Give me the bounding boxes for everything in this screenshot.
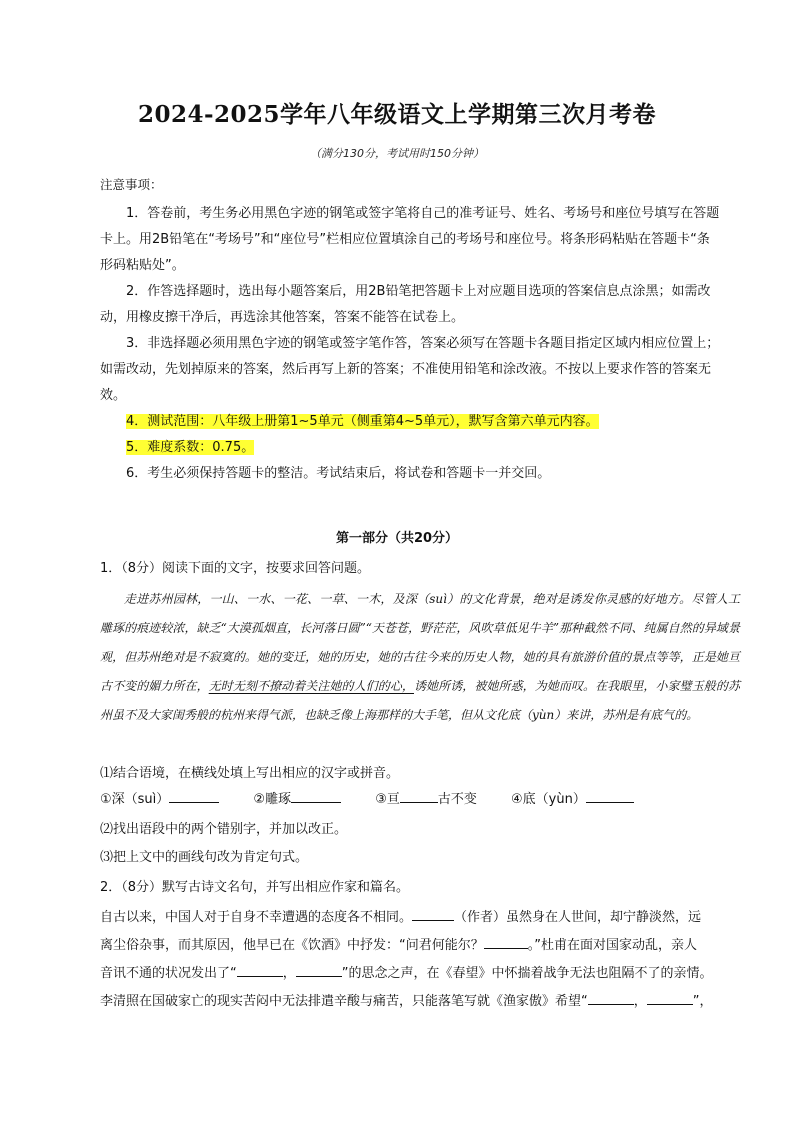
blank-poem-2[interactable] (237, 962, 283, 977)
blank-poem-5[interactable] (647, 990, 693, 1005)
fill-item-c-label: ③亘 (375, 792, 400, 807)
question-1-stem: 1．（8分）阅读下面的文字，按要求回答问题。 (100, 561, 371, 576)
fill-blank-b[interactable] (291, 788, 341, 803)
fill-item-b-label: ②雕琢 (253, 792, 292, 807)
section-heading: 第一部分（共20分） (335, 531, 459, 546)
notice-label: 注意事项： (100, 177, 163, 192)
notice-list (100, 201, 720, 487)
blank-author[interactable] (412, 906, 454, 921)
question-1-sub-1: ⑴结合语境，在横线处填上写出相应的汉字或拼音。 (100, 766, 400, 781)
fill-item-c-suffix: 古不变 (437, 792, 477, 807)
blank-poem-1[interactable] (484, 934, 528, 949)
question-2-line-1: 自古以来，中国人对于自身不幸遭遇的态度各不相同。 （作者）虽然身在人世间，却宁静淡然，远 (100, 904, 740, 932)
question-1-sub-2: ⑵找出语段中的两个错别字，并加以改正。 (100, 822, 348, 837)
notice-item-3: 3．非选择题必须用黑色字迹的钢笔或签字笔作答，答案必须写在答题卡各题目指定区域内相应位置上；如需改动，先划掉原来的答案，然后再写上新的答案；不准使用铅笔和涂改液。不按以上要求作答的答案无效。 (100, 336, 720, 403)
fill-blank-a[interactable] (169, 788, 219, 803)
passage-text-after: 诱她所诱，被她所惑，为她而叹。在我眼里，小家璧玉般的苏州虽不及大家闺秀般的杭州来得气派，也缺乏像上海那样的大手笔，但从文化底（yùn）来讲，苏州是有底气的。 (100, 679, 740, 722)
question-1-passage (100, 585, 740, 730)
notice-item-1: 1．答卷前，考生务必用黑色字迹的钢笔或签字笔将自己的准考证号、姓名、考场号和座位号填写在答题卡上。用2B铅笔在“考场号”和“座位号”栏相应位置填涂自己的考场号和座位号。将条形码粘贴在答题卡“条形码粘贴处”。 (100, 206, 720, 273)
question-1-sub-3: ⑶把上文中的画线句改为肯定句式。 (100, 850, 309, 865)
fill-blank-c[interactable] (400, 788, 438, 803)
question-2-line-2: 离尘俗杂事，而其原因，他早已在《饮酒》中抒发：“问君何能尔？ 。”杜甫在面对国家动乱，亲人 (100, 932, 740, 960)
passage-underlined-sentence: 无时无刻不撩动着关注她的人们的心， (208, 679, 414, 693)
notice-item-6: 6．考生必须保持答题卡的整洁。考试结束后，将试卷和答题卡一并交回。 (126, 466, 551, 481)
notice-item-4-highlighted: 4．测试范围：八年级上册第1~5单元（侧重第4~5单元），默写含第六单元内容。 (126, 414, 599, 429)
notice-item-2: 2．作答选择题时，选出每小题答案后，用2B铅笔把答题卡上对应题目选项的答案信息点涂黑；如需改动，用橡皮擦干净后，再选涂其他答案，答案不能答在试卷上。 (100, 284, 711, 325)
fill-item-a-label: ①深（suì） (100, 792, 170, 807)
question-2-line-4: 李清照在国破家亡的现实苦闷中无法排遣辛酸与痛苦，只能落笔写就《渔家傲》希望“ ， ”， (100, 988, 740, 1016)
page-title: 2024-2025学年八年级语文上学期第三次月考卷 (137, 101, 657, 128)
notice-item-5-highlighted: 5．难度系数：0.75。 (126, 440, 255, 455)
question-2-line-3: 音讯不通的状况发出了“ ， ”的思念之声，在《春望》中怀揣着战争无法也阻隔不了的亲情。 (100, 960, 740, 988)
fill-blank-d[interactable] (586, 788, 634, 803)
passage-text-before: 走进苏州园林，一山、一水、一花、一草、一木，及深（suì）的文化背景，绝对是诱发你灵感的好地方。尽管人工雕琢的痕迹较浓，缺乏“大漠孤烟直，长河落日圆”“天苍苍，野茫茫，风吹草低见牛羊”那种截然不同、纯属自然的异域景观，但苏州绝对是不寂寞的。她的变迁，她的历史，她的古往今来的历史人物，她的具有旅游价值的景点等等，正是她亘古不变的媚力所在， (100, 592, 740, 693)
page-subtitle: （满分130分，考试用时150分钟） (310, 147, 484, 160)
fill-item-d-label: ④底（yùn） (511, 792, 586, 807)
blank-poem-3[interactable] (296, 962, 342, 977)
question-2-body (100, 904, 740, 1016)
question-1-fill-items (100, 788, 664, 807)
blank-poem-4[interactable] (588, 990, 634, 1005)
question-2-stem: 2．（8分）默写古诗文名句，并写出相应作家和篇名。 (100, 880, 410, 895)
